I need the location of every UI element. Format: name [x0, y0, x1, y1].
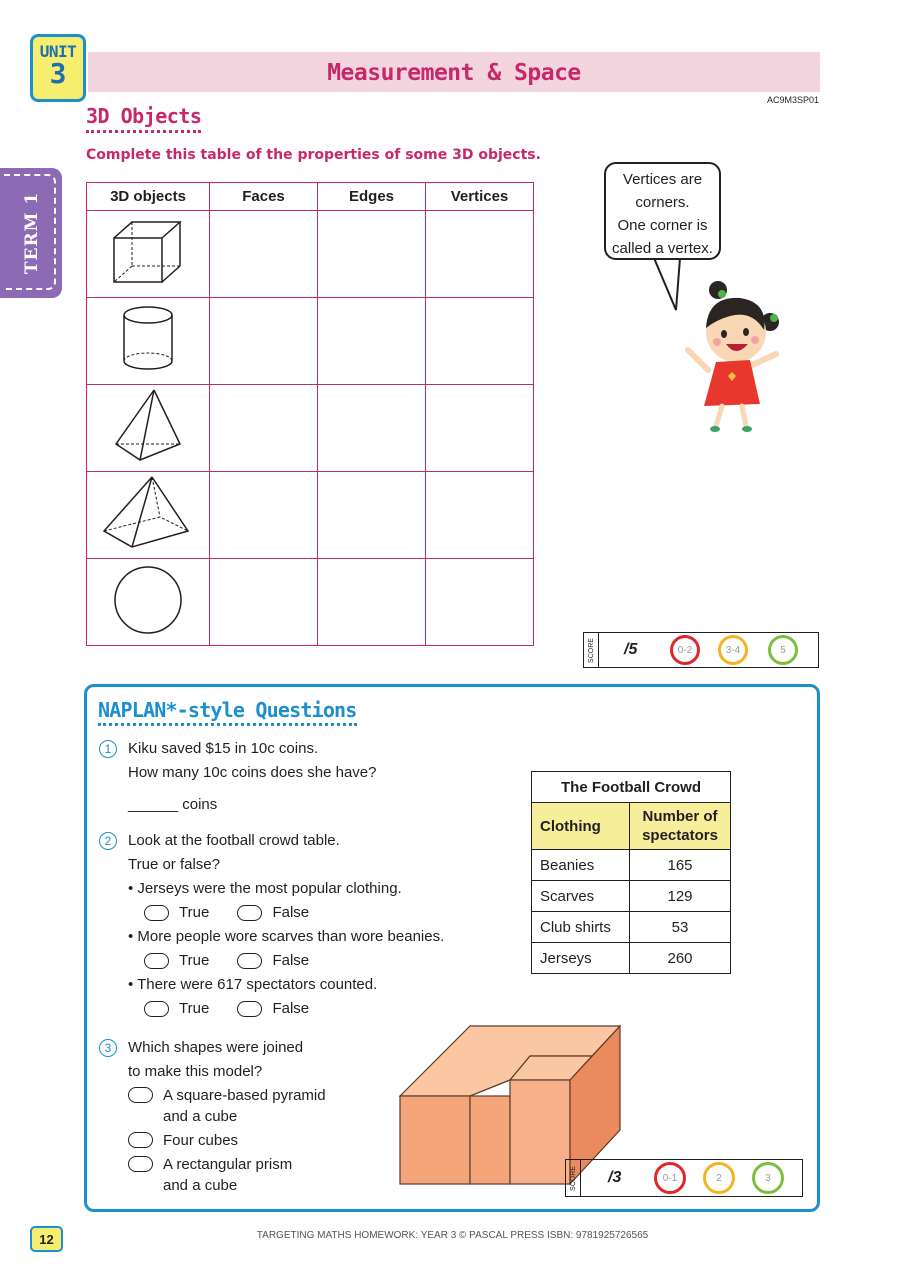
vertices-cell[interactable]	[426, 385, 534, 472]
false-label: False	[272, 1000, 310, 1017]
naplan-heading: NAPLAN*-style Questions	[98, 698, 357, 726]
col-header-faces: Faces	[210, 183, 318, 211]
true-false-row	[128, 949, 444, 973]
bubble-line: One corner is	[617, 217, 708, 234]
faces-cell[interactable]	[210, 472, 318, 559]
curriculum-code: AC9M3SP01	[766, 95, 819, 105]
table-row	[532, 912, 731, 943]
score-band-mid[interactable]: 3-4	[718, 635, 748, 665]
question-1	[128, 737, 376, 817]
true-false-row	[128, 901, 444, 925]
count-cell: 165	[630, 850, 731, 881]
instruction: Complete this table of the properties of some 3D objects.	[86, 147, 541, 163]
score-box	[565, 1159, 803, 1197]
true-label: True	[179, 904, 210, 921]
true-false-row	[128, 997, 444, 1021]
table-row	[532, 850, 731, 881]
unit-label: UNIT	[39, 42, 77, 61]
page-number: 12	[30, 1226, 63, 1252]
unit-badge	[30, 34, 86, 102]
option-radio[interactable]	[128, 1156, 153, 1172]
vertices-cell[interactable]	[426, 559, 534, 646]
false-radio[interactable]	[237, 905, 262, 921]
col-header-spectators	[630, 803, 731, 850]
score-total: /5	[624, 641, 638, 658]
option-text: A square-based pyramid	[163, 1087, 326, 1104]
score-box	[583, 632, 819, 668]
score-band-high[interactable]: 3	[752, 1162, 784, 1194]
triangular-pyramid-icon	[110, 386, 186, 466]
edges-cell[interactable]	[318, 385, 426, 472]
faces-cell[interactable]	[210, 559, 318, 646]
option-radio[interactable]	[128, 1132, 153, 1148]
shape-cell	[87, 472, 210, 559]
score-band-high[interactable]: 5	[768, 635, 798, 665]
option-text: A rectangular prism	[163, 1156, 293, 1173]
col-header-line: Number of	[642, 808, 718, 825]
vertices-cell[interactable]	[426, 211, 534, 298]
shape-cell	[87, 385, 210, 472]
score-total: /3	[608, 1169, 622, 1186]
question-number: 3	[99, 1039, 117, 1057]
footer-text: TARGETING MATHS HOMEWORK: YEAR 3 © PASCAL PRESS ISBN: 9781925726565	[256, 1230, 649, 1241]
vertices-cell[interactable]	[426, 298, 534, 385]
bubble-line: Vertices are	[622, 171, 703, 188]
section-heading: 3D Objects	[86, 104, 201, 133]
question-text: How many 10c coins does she have?	[128, 764, 377, 781]
cylinder-icon	[116, 303, 180, 375]
bubble-line: called a vertex.	[612, 240, 713, 257]
properties-table	[86, 182, 534, 646]
question-2	[128, 829, 444, 1021]
score-label: SCORE	[569, 1165, 577, 1191]
cube-icon	[108, 216, 188, 288]
unit-number: 3	[49, 57, 67, 90]
col-header-objects: 3D objects	[87, 183, 210, 211]
question-text: Look at the football crowd table.	[128, 832, 340, 849]
speech-bubble	[604, 162, 721, 260]
faces-cell[interactable]	[210, 211, 318, 298]
false-radio[interactable]	[237, 953, 262, 969]
col-header-vertices: Vertices	[426, 183, 534, 211]
clothing-cell: Jerseys	[532, 943, 630, 974]
answer-blank[interactable]: ______ coins	[128, 796, 218, 813]
col-header-line: spectators	[642, 827, 718, 844]
table-header-row	[87, 183, 534, 211]
option-text: and a cube	[163, 1177, 238, 1194]
false-label: False	[272, 904, 310, 921]
title-bar	[88, 52, 820, 92]
question-text: Which shapes were joined	[128, 1039, 304, 1056]
question-number: 2	[99, 832, 117, 850]
edges-cell[interactable]	[318, 298, 426, 385]
term-label-box	[12, 176, 52, 290]
true-label: True	[179, 952, 210, 969]
true-radio[interactable]	[144, 905, 169, 921]
table-row	[87, 211, 534, 298]
score-band-low[interactable]: 0-1	[654, 1162, 686, 1194]
table-row	[87, 472, 534, 559]
term-label: TERM 1	[22, 191, 42, 275]
score-band-low[interactable]: 0-2	[670, 635, 700, 665]
score-label: SCORE	[587, 637, 595, 663]
count-cell: 53	[630, 912, 731, 943]
option	[128, 1154, 326, 1196]
statement: • There were 617 spectators counted.	[128, 976, 378, 993]
col-header-clothing: Clothing	[532, 803, 630, 850]
edges-cell[interactable]	[318, 472, 426, 559]
count-cell: 129	[630, 881, 731, 912]
question-text: Kiku saved $15 in 10c coins.	[128, 740, 319, 757]
table-row	[87, 298, 534, 385]
square-pyramid-icon	[100, 473, 196, 553]
question-3	[128, 1036, 303, 1084]
clothing-cell: Scarves	[532, 881, 630, 912]
true-radio[interactable]	[144, 1001, 169, 1017]
clothing-cell: Club shirts	[532, 912, 630, 943]
statement: • More people wore scarves than wore beanies.	[128, 928, 445, 945]
score-band-mid[interactable]: 2	[703, 1162, 735, 1194]
true-label: True	[179, 1000, 210, 1017]
table-row	[532, 943, 731, 974]
table-row	[87, 559, 534, 646]
true-radio[interactable]	[144, 953, 169, 969]
edges-cell[interactable]	[318, 211, 426, 298]
q3-options	[128, 1085, 326, 1196]
option	[128, 1130, 326, 1151]
table-caption: The Football Crowd	[532, 772, 731, 803]
question-number: 1	[99, 740, 117, 758]
question-text: to make this model?	[128, 1063, 263, 1080]
shape-cell	[87, 559, 210, 646]
col-header-edges: Edges	[318, 183, 426, 211]
vertices-cell[interactable]	[426, 472, 534, 559]
shape-cell	[87, 298, 210, 385]
statement: • Jerseys were the most popular clothing.	[128, 880, 402, 897]
page-title: Measurement & Space	[327, 60, 581, 86]
option	[128, 1085, 326, 1127]
table-row	[87, 385, 534, 472]
option-radio[interactable]	[128, 1087, 153, 1103]
bubble-line: corners.	[635, 194, 690, 211]
table-row	[532, 881, 731, 912]
shape-cell	[87, 211, 210, 298]
count-cell: 260	[630, 943, 731, 974]
option-text: Four cubes	[163, 1132, 239, 1149]
false-radio[interactable]	[237, 1001, 262, 1017]
edges-cell[interactable]	[318, 559, 426, 646]
sphere-icon	[112, 564, 184, 636]
faces-cell[interactable]	[210, 298, 318, 385]
false-label: False	[272, 952, 310, 969]
option-text: and a cube	[163, 1108, 238, 1125]
football-crowd-table	[531, 771, 731, 974]
faces-cell[interactable]	[210, 385, 318, 472]
question-text: True or false?	[128, 856, 220, 873]
clothing-cell: Beanies	[532, 850, 630, 881]
